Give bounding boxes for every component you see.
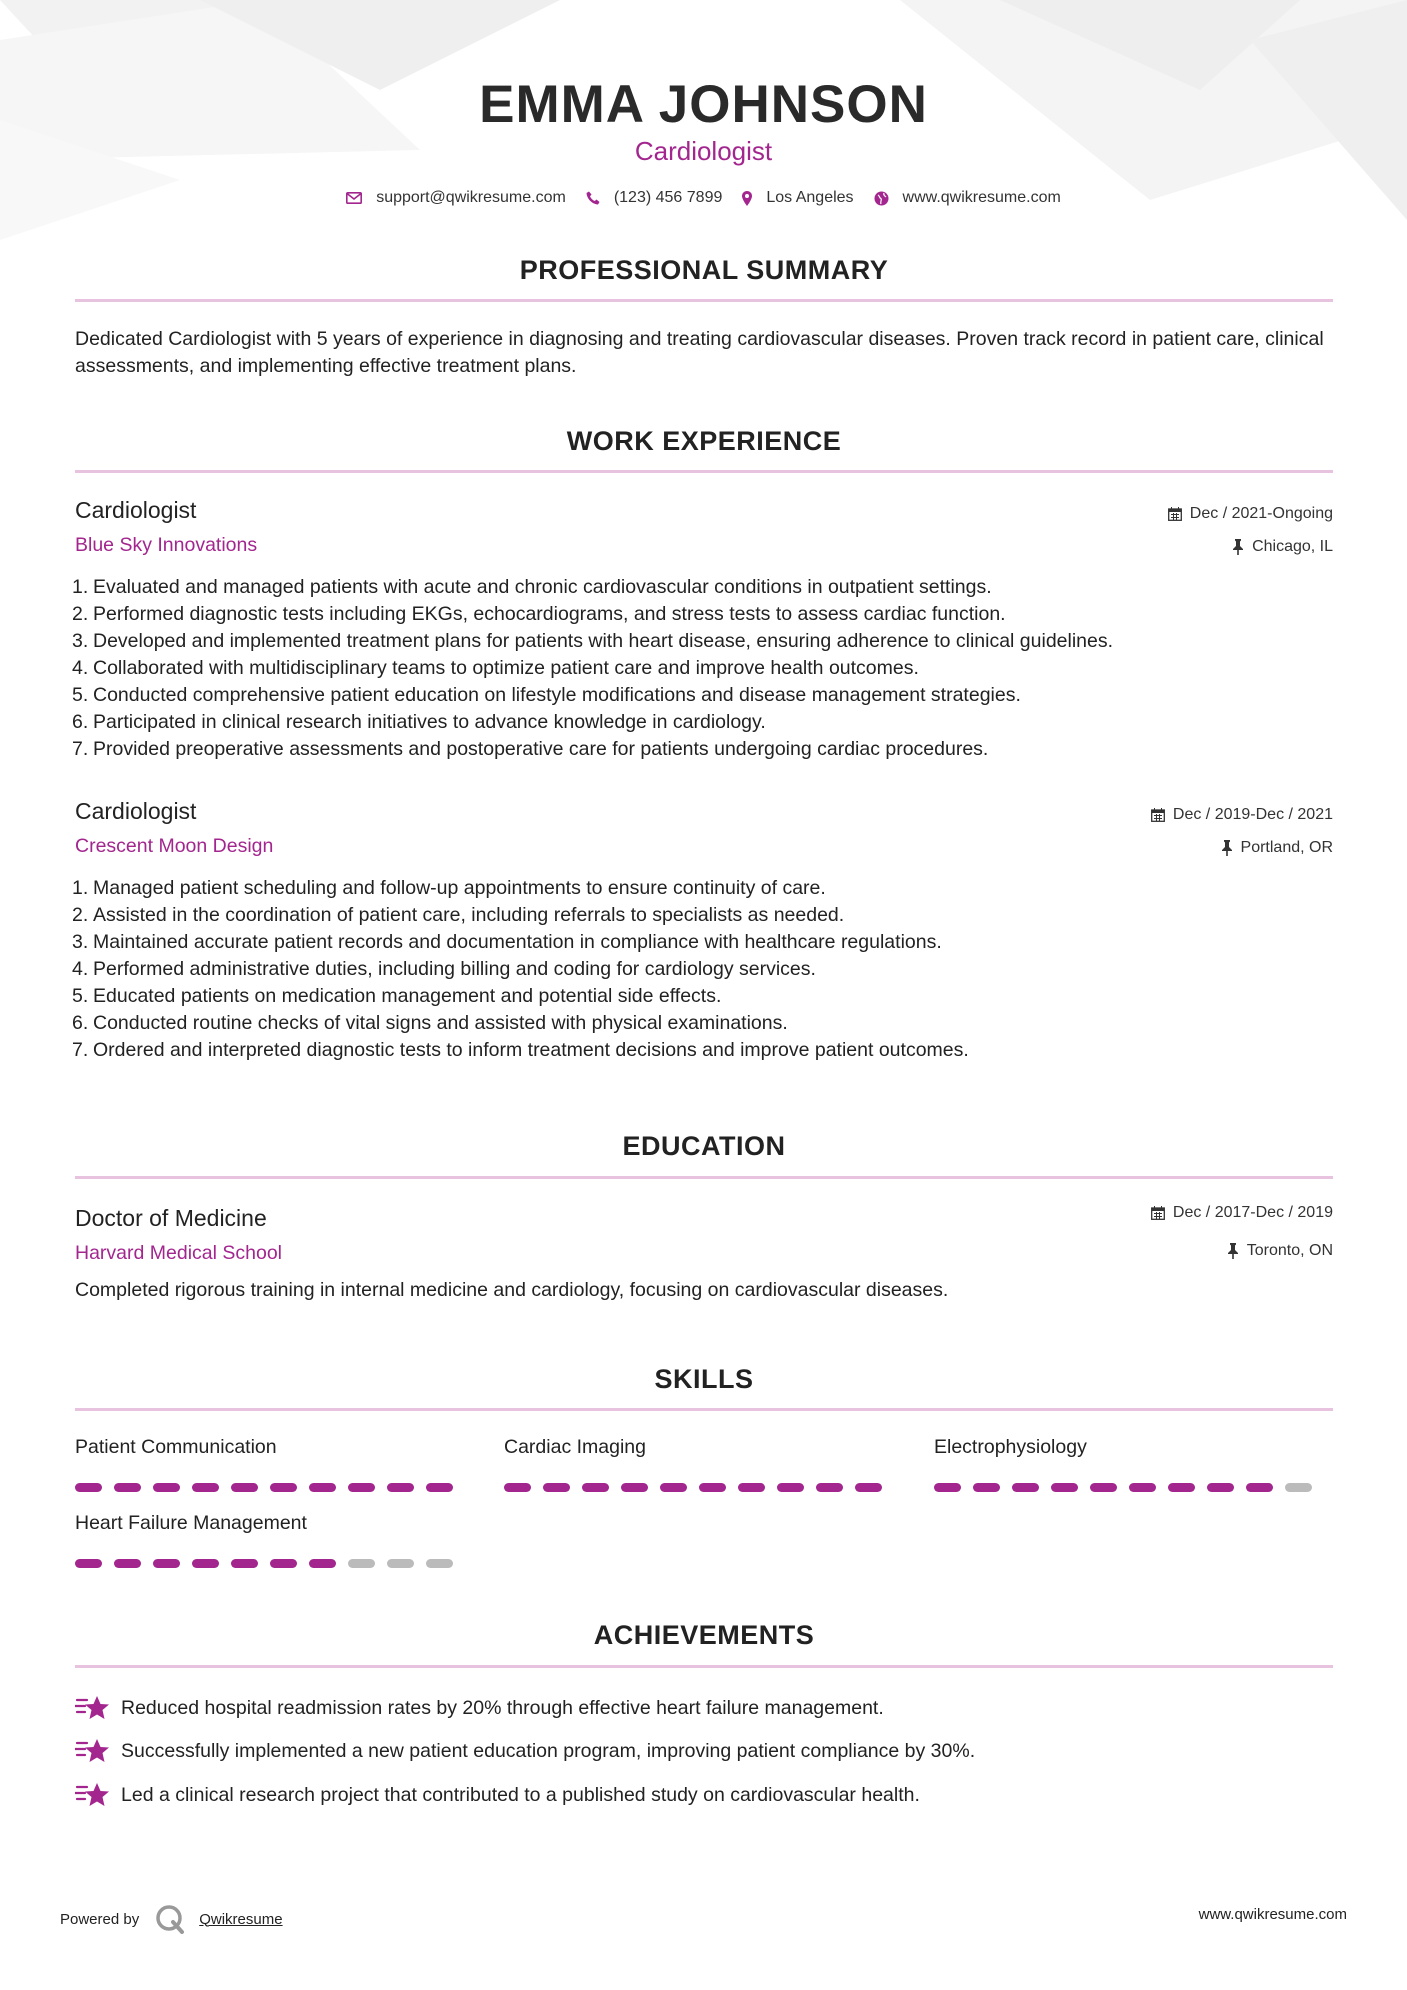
list-item: Educated patients on medication management and potential side effects. xyxy=(93,985,722,1007)
list-item: Performed diagnostic tests including EKGs, echocardiograms, and stress tests to assess cardiac function. xyxy=(93,603,1006,625)
experience-heading: WORK EXPERIENCE xyxy=(566,426,842,456)
skill-dash-filled xyxy=(934,1483,961,1492)
skill-dash-filled xyxy=(738,1483,765,1492)
skill-rating xyxy=(504,1483,894,1492)
calendar-icon xyxy=(1151,1206,1165,1220)
list-item: Conducted comprehensive patient education on lifestyle modifications and disease management strategies. xyxy=(93,684,1021,706)
job-company: Blue Sky Innovations xyxy=(75,534,258,556)
footer-powered-by xyxy=(60,1904,283,1934)
experience-divider xyxy=(75,470,1333,473)
job-title: Cardiologist xyxy=(75,798,197,824)
school-name: Harvard Medical School xyxy=(75,1242,283,1264)
skill-dash-filled xyxy=(270,1483,297,1492)
skill-dash-filled xyxy=(621,1483,648,1492)
envelope-icon xyxy=(346,192,362,204)
skill-dash-filled xyxy=(1207,1483,1234,1492)
skill-dash-filled xyxy=(582,1483,609,1492)
skill-dash-filled xyxy=(699,1483,726,1492)
education-date-text: Dec / 2017-Dec / 2019 xyxy=(1172,1204,1333,1221)
job-location-text: Chicago, IL xyxy=(1252,538,1333,555)
list-item: Assisted in the coordination of patient care, including referrals to specialists as needed. xyxy=(93,904,845,926)
achievement-item xyxy=(75,1781,920,1809)
skill-dash-empty xyxy=(387,1559,414,1568)
skill-dash-filled xyxy=(231,1483,258,1492)
skill-dash-filled xyxy=(1129,1483,1156,1492)
job-location xyxy=(1221,839,1333,857)
skill-dash-filled xyxy=(1246,1483,1273,1492)
skill-dash-empty xyxy=(426,1559,453,1568)
brand-link[interactable]: Qwikresume xyxy=(199,1910,283,1928)
map-pin-icon xyxy=(742,191,752,206)
education-heading: EDUCATION xyxy=(622,1131,786,1161)
skill-name: Electrophysiology xyxy=(934,1436,1087,1458)
job-title: Cardiologist xyxy=(75,497,197,523)
skill-dash-filled xyxy=(426,1483,453,1492)
job-date-text: Dec / 2021-Ongoing xyxy=(1189,505,1333,522)
skills-heading: SKILLS xyxy=(654,1364,754,1394)
skill-dash-filled xyxy=(816,1483,843,1492)
skill-name: Patient Communication xyxy=(75,1436,277,1458)
candidate-role: Cardiologist xyxy=(634,136,773,166)
skill-name: Heart Failure Management xyxy=(75,1512,307,1534)
skill-dash-filled xyxy=(1012,1483,1039,1492)
list-item: Evaluated and managed patients with acute and chronic cardiovascular conditions in outpatient settings. xyxy=(93,576,992,598)
skill-dash-filled xyxy=(660,1483,687,1492)
list-item: Maintained accurate patient records and documentation in compliance with healthcare regulations. xyxy=(93,931,942,953)
job-duties-list xyxy=(75,574,1335,763)
list-item: Developed and implemented treatment plans for patients with heart disease, ensuring adherence to clinical guidelines. xyxy=(93,630,1114,652)
list-item: Ordered and interpreted diagnostic tests to inform treatment decisions and improve patient outcomes. xyxy=(93,1039,969,1061)
skill-dash-filled xyxy=(192,1559,219,1568)
email-text: support@qwikresume.com xyxy=(376,189,566,206)
achievement-item xyxy=(75,1737,975,1765)
pushpin-icon xyxy=(1227,1243,1239,1259)
summary-text: Dedicated Cardiologist with 5 years of experience in diagnosing and treating cardiovascular diseases. Proven track record in patient care, clinical assessments, and implementing effective treatment plans. xyxy=(75,328,1324,377)
education-date xyxy=(1151,1204,1333,1222)
contact-bar xyxy=(0,189,1407,207)
summary-divider xyxy=(75,299,1333,302)
pushpin-icon xyxy=(1221,840,1233,856)
achievements-heading: ACHIEVEMENTS xyxy=(593,1620,815,1650)
skill-dash-filled xyxy=(270,1559,297,1568)
globe-icon xyxy=(874,191,889,206)
skill-dash-filled xyxy=(1051,1483,1078,1492)
skill-dash-filled xyxy=(231,1559,258,1568)
list-item: Managed patient scheduling and follow-up appointments to ensure continuity of care. xyxy=(93,877,826,899)
powered-by-label: Powered by xyxy=(60,1910,140,1928)
contact-email[interactable] xyxy=(346,189,566,207)
skill-dash-filled xyxy=(504,1483,531,1492)
job-date-text: Dec / 2019-Dec / 2021 xyxy=(1172,806,1333,823)
job-location xyxy=(1232,538,1333,556)
summary-heading: PROFESSIONAL SUMMARY xyxy=(519,255,889,285)
degree-title: Doctor of Medicine xyxy=(75,1205,267,1231)
education-location xyxy=(1227,1242,1333,1260)
skill-dash-filled xyxy=(75,1559,102,1568)
achievement-item xyxy=(75,1694,884,1722)
calendar-icon xyxy=(1151,808,1165,822)
phone-text: (123) 456 7899 xyxy=(613,189,723,206)
skill-dash-empty xyxy=(348,1559,375,1568)
skill-dash-filled xyxy=(309,1559,336,1568)
contact-phone[interactable] xyxy=(586,189,723,207)
achievement-text: Reduced hospital readmission rates by 20% through effective heart failure management. xyxy=(121,1696,884,1719)
skill-dash-filled xyxy=(153,1559,180,1568)
skill-dash-filled xyxy=(1168,1483,1195,1492)
list-item: Collaborated with multidisciplinary teams to optimize patient care and improve health outcomes. xyxy=(93,657,919,679)
shooting-star-icon xyxy=(75,1737,111,1765)
job-duties-list xyxy=(75,875,1335,1064)
candidate-name: EMMA JOHNSON xyxy=(479,75,928,134)
list-item: Performed administrative duties, including billing and coding for cardiology services. xyxy=(93,958,816,980)
location-text: Los Angeles xyxy=(766,189,854,206)
skill-dash-filled xyxy=(114,1559,141,1568)
achievement-text: Successfully implemented a new patient education program, improving patient compliance by 30%. xyxy=(121,1739,976,1762)
skill-name: Cardiac Imaging xyxy=(504,1436,646,1458)
list-item: Conducted routine checks of vital signs and assisted with physical examinations. xyxy=(93,1012,788,1034)
skill-dash-filled xyxy=(75,1483,102,1492)
contact-website[interactable] xyxy=(874,189,1061,207)
footer-site-link[interactable]: www.qwikresume.com xyxy=(1198,1906,1347,1923)
skill-rating xyxy=(75,1483,465,1492)
job-date xyxy=(1151,806,1333,824)
phone-icon xyxy=(586,191,600,205)
job-company: Crescent Moon Design xyxy=(75,835,274,857)
shooting-star-icon xyxy=(75,1694,111,1722)
skill-dash-filled xyxy=(973,1483,1000,1492)
calendar-icon xyxy=(1168,507,1182,521)
skills-divider xyxy=(75,1408,1333,1411)
skill-rating xyxy=(934,1483,1324,1492)
skill-dash-filled xyxy=(192,1483,219,1492)
skill-rating xyxy=(75,1559,465,1568)
skill-dash-filled xyxy=(387,1483,414,1492)
education-description: Completed rigorous training in internal medicine and cardiology, focusing on cardiovascular diseases. xyxy=(75,1279,949,1301)
achievement-text: Led a clinical research project that contributed to a published study on cardiovascular health. xyxy=(121,1783,920,1806)
pushpin-icon xyxy=(1232,539,1244,555)
skill-dash-empty xyxy=(1285,1483,1312,1492)
list-item: Participated in clinical research initiatives to advance knowledge in cardiology. xyxy=(93,711,766,733)
job-location-text: Portland, OR xyxy=(1240,839,1333,856)
achievements-divider xyxy=(75,1665,1333,1668)
education-location-text: Toronto, ON xyxy=(1246,1242,1333,1259)
skill-dash-filled xyxy=(153,1483,180,1492)
job-date xyxy=(1168,505,1333,523)
contact-location xyxy=(742,189,853,207)
list-item: Provided preoperative assessments and postoperative care for patients undergoing cardiac procedures. xyxy=(93,738,989,760)
skill-dash-filled xyxy=(114,1483,141,1492)
website-text: www.qwikresume.com xyxy=(902,189,1061,206)
skill-dash-filled xyxy=(777,1483,804,1492)
skill-dash-filled xyxy=(309,1483,336,1492)
skill-dash-filled xyxy=(543,1483,570,1492)
shooting-star-icon xyxy=(75,1781,111,1809)
education-divider xyxy=(75,1176,1333,1179)
skill-dash-filled xyxy=(855,1483,882,1492)
qwikresume-logo-icon xyxy=(155,1904,185,1934)
skill-dash-filled xyxy=(1090,1483,1117,1492)
skill-dash-filled xyxy=(348,1483,375,1492)
